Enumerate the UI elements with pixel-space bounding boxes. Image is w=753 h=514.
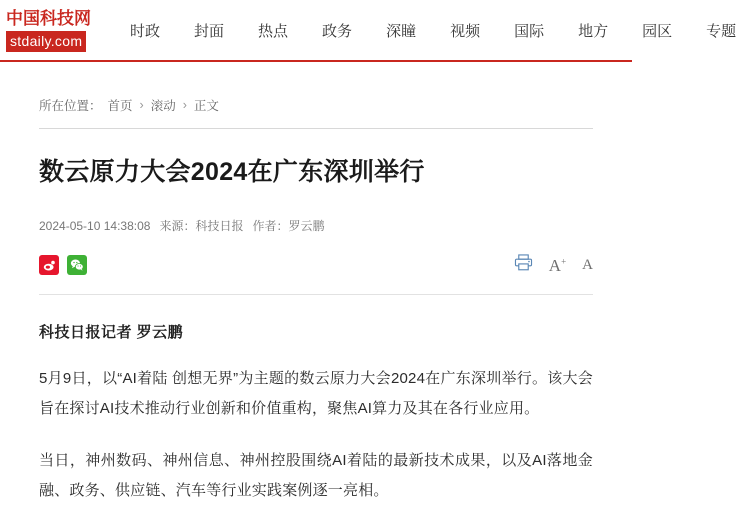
nav-item-yuanqu[interactable]: 园区: [642, 22, 673, 40]
font-size-decrease-label: A: [582, 256, 593, 273]
article-container: [39, 62, 593, 506]
nav-item-difang[interactable]: 地方: [578, 22, 609, 40]
font-size-plus-sup: +: [561, 255, 567, 266]
article-byline: 科技日报记者 罗云鹏: [39, 324, 184, 341]
breadcrumb-separator-2: ›: [182, 98, 187, 112]
reading-tools: [514, 254, 593, 276]
article-author: 作者：罗云鹏: [252, 219, 325, 233]
breadcrumb-item-rolling[interactable]: 滚动: [150, 99, 176, 113]
share-icon-group: [39, 255, 87, 275]
breadcrumb-item-home[interactable]: 首页: [107, 99, 133, 113]
article-paragraph-2: 当日，神州数码、神州信息、神州控股围绕AI着陆的最新技术成果，以及AI落地金融、政务、供应链、汽车等行业实践案例逐一亮相。: [39, 452, 593, 499]
weibo-share-icon[interactable]: [39, 255, 59, 275]
wechat-share-icon[interactable]: [67, 255, 87, 275]
article-paragraph-1: 5月9日，以“AI着陆 创想无界”为主题的数云原力大会2024在广东深圳举行。该大会旨在探讨AI技术推动行业创新和价值重构，聚焦AI算力及其在各行业应用。: [39, 370, 593, 417]
font-size-decrease-button[interactable]: [582, 258, 593, 273]
site-header: [0, 0, 737, 62]
article-source: 来源：科技日报: [159, 219, 244, 233]
publish-timestamp: 2024-05-10 14:38:08: [39, 218, 151, 233]
nav-item-zhuanti[interactable]: 专题: [706, 22, 737, 40]
logo-domain-text: stdaily.com: [6, 31, 86, 52]
nav-item-shipin[interactable]: 视频: [450, 22, 481, 40]
article-meta: [39, 217, 593, 234]
breadcrumb: [39, 96, 593, 129]
breadcrumb-label: 所在位置：: [39, 99, 102, 113]
nav-item-shizheng[interactable]: 时政: [130, 22, 161, 40]
site-logo[interactable]: [6, 9, 91, 52]
page-title: 数云原力大会2024在广东深圳举行: [39, 158, 425, 186]
logo-chinese-text: 中国科技网: [6, 8, 91, 28]
font-size-increase-button[interactable]: [549, 257, 566, 274]
breadcrumb-separator-1: ›: [139, 98, 144, 112]
nav-item-zhengwu[interactable]: 政务: [322, 22, 353, 40]
nav-item-fengmian[interactable]: 封面: [194, 22, 225, 40]
font-size-increase-label: A: [548, 255, 562, 275]
nav-item-redian[interactable]: 热点: [258, 22, 289, 40]
breadcrumb-item-article: 正文: [193, 99, 219, 113]
nav-item-guoji[interactable]: 国际: [514, 22, 545, 40]
article-toolbar: [39, 248, 593, 295]
main-navigation: [113, 0, 753, 60]
nav-item-shentong[interactable]: 深瞳: [386, 22, 417, 40]
print-icon[interactable]: [514, 254, 533, 276]
